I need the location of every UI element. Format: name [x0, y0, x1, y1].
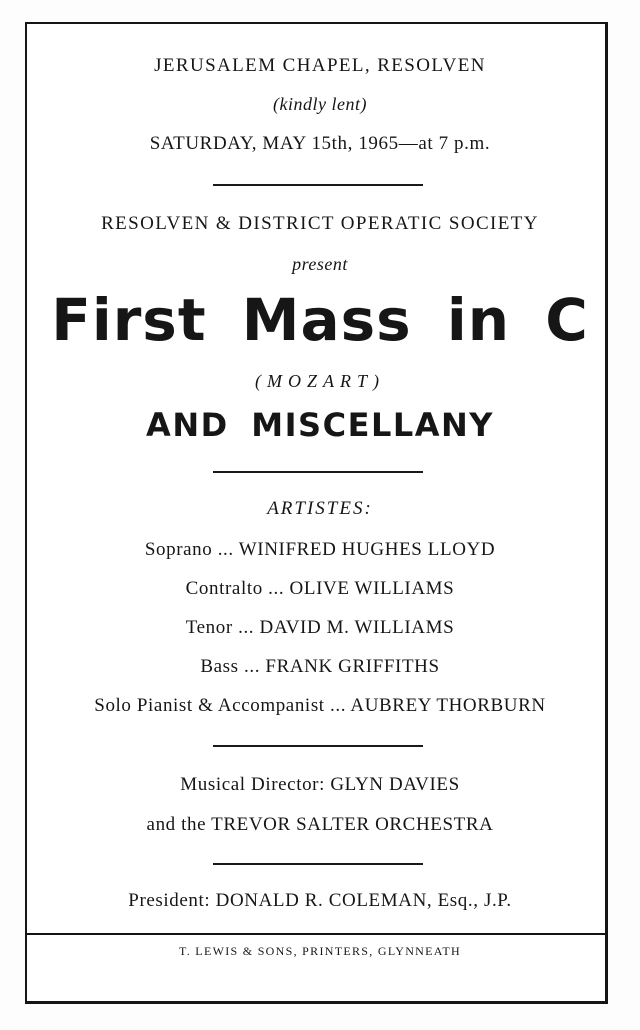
- venue-line: JERUSALEM CHAPEL, RESOLVEN: [154, 55, 486, 76]
- composer-line: (MOZART): [255, 371, 385, 391]
- artiste-contralto: Contralto ... OLIVE WILLIAMS: [185, 578, 455, 599]
- divider-rule-1: [213, 184, 423, 186]
- divider-rule-2: [213, 471, 423, 473]
- artiste-pianist: Solo Pianist & Accompanist ... AUBREY THORBURN: [94, 695, 546, 716]
- musical-director-line: Musical Director: GLYN DAVIES: [180, 774, 460, 795]
- artiste-bass: Bass ... FRANK GRIFFITHS: [200, 656, 440, 677]
- artistes-heading: ARTISTES:: [267, 498, 373, 519]
- artiste-tenor: Tenor ... DAVID M. WILLIAMS: [185, 617, 455, 638]
- divider-rule-4: [213, 863, 423, 865]
- president-line: President: DONALD R. COLEMAN, Esq., J.P.: [128, 890, 512, 911]
- programme-subtitle: AND MISCELLANY: [146, 406, 494, 444]
- divider-rule-3: [213, 745, 423, 747]
- footer-rule: [27, 933, 607, 935]
- society-line: RESOLVEN & DISTRICT OPERATIC SOCIETY: [101, 213, 539, 234]
- present-line: present: [292, 254, 348, 274]
- printer-credit: T. LEWIS & SONS, PRINTERS, GLYNNEATH: [178, 944, 462, 958]
- artiste-soprano: Soprano ... WINIFRED HUGHES LLOYD: [144, 539, 496, 560]
- programme-title: First Mass in C: [51, 286, 589, 354]
- orchestra-line: and the TREVOR SALTER ORCHESTRA: [146, 814, 494, 835]
- venue-note: (kindly lent): [273, 94, 367, 114]
- date-time-line: SATURDAY, MAY 15th, 1965—at 7 p.m.: [149, 133, 491, 154]
